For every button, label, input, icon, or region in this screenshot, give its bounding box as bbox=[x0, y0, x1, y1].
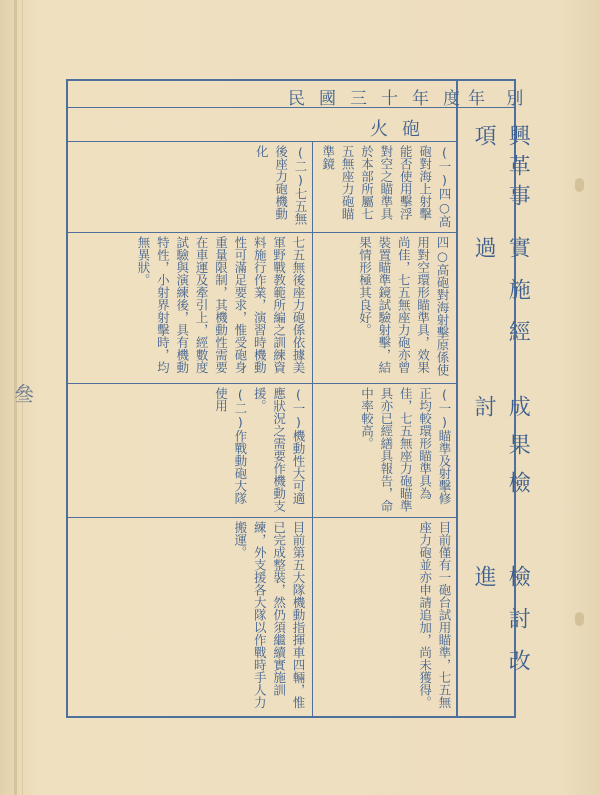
item-left-text: (二)七五無後座力砲機動化 bbox=[254, 145, 308, 225]
row-divider bbox=[66, 517, 458, 518]
table-top-border bbox=[66, 79, 516, 81]
table-left-border bbox=[66, 79, 68, 718]
content-column-divider bbox=[312, 141, 313, 718]
result-left-text: (一)機動性大可適應狀況之需要作機動支援。 (二)作戰動砲大隊使用 bbox=[213, 387, 306, 512]
margin-page-mark: 叄 bbox=[14, 382, 34, 406]
row-label-item: 興革事項 bbox=[471, 124, 531, 214]
improve-left-text: 目前第五大隊機動指揮車四輛，惟已完成整裝，然仍須繼續實施訓練，外支援各大隊以作戰時手人力搬運。 bbox=[232, 521, 306, 709]
row-label-result: 成果檢討 bbox=[471, 395, 531, 509]
category-divider bbox=[66, 141, 458, 142]
result-right-text: (一)瞄準及射擊修正均較環形瞄準具為佳，七五無座力砲瞄準具亦已經繕具報告，命中率較高。 bbox=[359, 387, 452, 512]
table-bottom-border bbox=[66, 716, 516, 718]
category-title: 火砲 bbox=[370, 119, 434, 140]
binding-hole bbox=[575, 178, 584, 192]
process-right-text: 四○高砲對海射擊原係使用對空環形瞄準具，效果尚佳，七五無座力砲亦曾裝置瞄準鏡試驗射擊，結果情形極其良好。 bbox=[357, 236, 450, 376]
binding-hole bbox=[575, 612, 584, 626]
row-divider bbox=[66, 232, 458, 233]
item-right-text: (一)四○高砲對海上射擊能否使用擊浮對空之瞄準具於本部所屬七五無座力砲瞄準鏡 bbox=[320, 145, 452, 228]
year-label: 年 別 bbox=[468, 89, 532, 109]
improve-right-text: 目前僅有一砲台試用瞄準，七五無座力砲並亦申請追加，尚未獲得。 bbox=[417, 521, 452, 709]
row-divider bbox=[66, 383, 458, 384]
row-label-process: 實施經過 bbox=[471, 236, 531, 362]
process-left-text: 七五無後座力砲係依據美軍野戰教範所編之訓練資料施行作業，演習時機動性可滿足要求，惟受砲身重量限制，其機動性需要在車運及牽引上，經數度試驗與演練後，具有機動特性，小射界射擊時，均無異狀。 bbox=[136, 236, 306, 374]
year-value: 民國三十年度 bbox=[288, 89, 474, 109]
label-column-divider bbox=[456, 79, 458, 718]
row-label-improve: 檢討改進 bbox=[471, 565, 531, 691]
